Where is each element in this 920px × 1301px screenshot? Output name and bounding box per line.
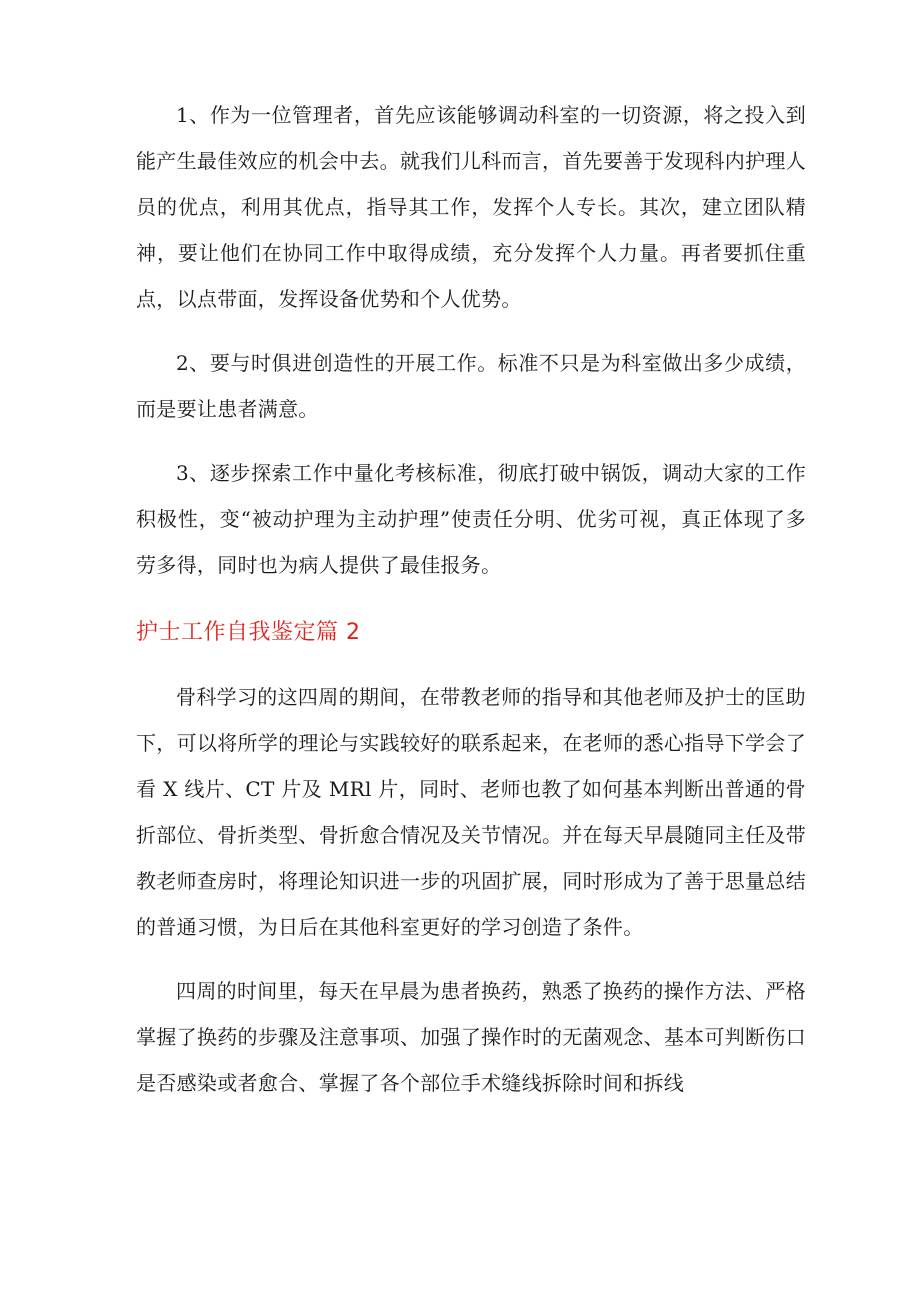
paragraph-orthopedics: 骨科学习的这四周的期间，在带教老师的指导和其他老师及护士的匡助下，可以将所学的理论与实践较好的联系起来，在老师的悉心指导下学会了看 X 线片、CT 片及 MRl 片，同时、老师也教了如何基本判断出普通的骨折部位、骨折类型、骨折愈合情况及关节情况。并在每天早晨随同主任及带教老师查房时，将理论知识进一步的巩固扩展，同时形成为了善于思量总结的普通习惯，为日后在其他科室更好的学习创造了条件。 xyxy=(136,685,806,939)
paragraph-assessment: 3、逐步探索工作中量化考核标准，彻底打破中锅饭，调动大家的工作积极性，变“被动护理为主动护理”使责任分明、优劣可视，真正体现了多劳多得，同时也为病人提供了最佳报务。 xyxy=(136,461,806,577)
paragraph-dressing-change: 四周的时间里，每天在早晨为患者换药，熟悉了换药的操作方法、严格掌握了换药的步骤及注意事项、加强了操作时的无菌观念、基本可判断伤口是否感染或者愈合、掌握了各个部位手术缝线拆除时间和拆线 xyxy=(136,979,806,1095)
paragraph-innovation: 2、要与时俱进创造性的开展工作。标准不只是为科室做出多少成绩，而是要让患者满意。 xyxy=(136,351,806,421)
paragraph-management: 1、作为一位管理者，首先应该能够调动科室的一切资源，将之投入到能产生最佳效应的机会中去。就我们儿科而言，首先要善于发现科内护理人员的优点，利用其优点，指导其工作，发挥个人专长。其次，建立团队精神，要让他们在协同工作中取得成绩，充分发挥个人力量。再者要抓住重点，以点带面，发挥设备优势和个人优势。 xyxy=(136,103,806,311)
document-body xyxy=(136,92,806,1106)
section-heading: 护士工作自我鉴定篇 2 xyxy=(136,620,361,645)
